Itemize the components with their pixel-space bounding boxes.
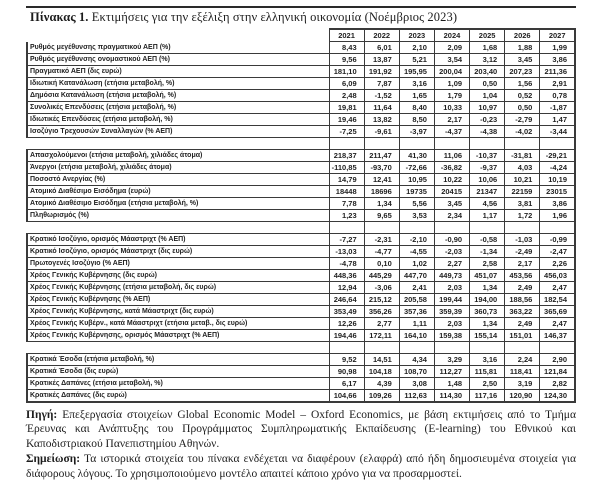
value-cell: 118,41: [505, 366, 540, 378]
value-cell: -4,78: [329, 258, 364, 270]
separator-row: [27, 222, 575, 234]
separator-row: [27, 342, 575, 354]
year-header-cell: 2027: [540, 29, 575, 42]
value-cell: 90,98: [329, 366, 364, 378]
year-header-row: [27, 29, 575, 42]
value-cell: 2,91: [540, 78, 575, 90]
table-row: [27, 378, 575, 390]
value-cell: 2,47: [540, 318, 575, 330]
value-cell: 3,86: [540, 198, 575, 210]
row-label: Κρατικό Ισοζύγιο, ορισμός Μάαστριχτ (δις ευρώ): [27, 246, 329, 258]
separator-cell: [505, 138, 540, 150]
value-cell: 1,34: [470, 282, 505, 294]
value-cell: 14,79: [329, 174, 364, 186]
value-cell: 172,11: [364, 330, 399, 342]
value-cell: -2,31: [364, 234, 399, 246]
value-cell: -1,52: [364, 90, 399, 102]
value-cell: 112,27: [434, 366, 469, 378]
separator-cell: [434, 138, 469, 150]
value-cell: 124,30: [540, 390, 575, 403]
value-cell: -2,79: [505, 114, 540, 126]
value-cell: 1,68: [470, 42, 505, 54]
value-cell: 203,40: [470, 66, 505, 78]
value-cell: 1,02: [399, 258, 434, 270]
value-cell: 3,53: [399, 210, 434, 222]
separator-cell: [399, 342, 434, 354]
value-cell: 9,56: [329, 54, 364, 66]
table-row: [27, 330, 575, 342]
value-cell: 0,52: [505, 90, 540, 102]
value-cell: 6,17: [329, 378, 364, 390]
table-row: [27, 390, 575, 403]
table-row: [27, 102, 575, 114]
value-cell: 21347: [470, 186, 505, 198]
table-row: [27, 246, 575, 258]
value-cell: 2,58: [470, 258, 505, 270]
value-cell: 6,09: [329, 78, 364, 90]
value-cell: 0,50: [505, 102, 540, 114]
separator-cell: [540, 222, 575, 234]
value-cell: 1,48: [434, 378, 469, 390]
value-cell: 3,19: [505, 378, 540, 390]
table-row: [27, 42, 575, 54]
value-cell: 353,49: [329, 306, 364, 318]
value-cell: -9,37: [470, 162, 505, 174]
value-cell: 1,99: [540, 42, 575, 54]
value-cell: 4,03: [505, 162, 540, 174]
economy-table: [26, 28, 576, 403]
row-label: Χρέος Γενικής Κυβέρνησης (ετήσια μεταβολή, δις ευρώ): [27, 282, 329, 294]
value-cell: 1,96: [540, 210, 575, 222]
value-cell: 14,51: [364, 354, 399, 366]
value-cell: 2,03: [434, 318, 469, 330]
value-cell: 9,65: [364, 210, 399, 222]
value-cell: 10,22: [434, 174, 469, 186]
table-row: [27, 126, 575, 138]
separator-row: [27, 138, 575, 150]
value-cell: 1,34: [470, 318, 505, 330]
separator-cell: [470, 138, 505, 150]
separator-cell: [470, 342, 505, 354]
value-cell: 0,78: [540, 90, 575, 102]
value-cell: 146,37: [540, 330, 575, 342]
value-cell: 4,39: [364, 378, 399, 390]
row-label: Κρατικές Δαπάνες (δις ευρώ): [27, 390, 329, 403]
table-row: [27, 306, 575, 318]
value-cell: 182,54: [540, 294, 575, 306]
value-cell: 218,37: [329, 150, 364, 162]
row-label: Χρέος Γενικής Κυβέρνησης (% ΑΕΠ): [27, 294, 329, 306]
row-label: Ατομικό Διαθέσιμο Εισόδημα (ευρώ): [27, 186, 329, 198]
value-cell: 18696: [364, 186, 399, 198]
value-cell: 11,64: [364, 102, 399, 114]
table-row: [27, 150, 575, 162]
table-row: [27, 186, 575, 198]
value-cell: -4,38: [470, 126, 505, 138]
value-cell: -1,03: [505, 234, 540, 246]
value-cell: 3,45: [505, 54, 540, 66]
value-cell: 199,44: [434, 294, 469, 306]
separator-cell: [329, 342, 364, 354]
separator-cell: [329, 138, 364, 150]
table-row: [27, 90, 575, 102]
value-cell: 7,78: [329, 198, 364, 210]
value-cell: 357,36: [399, 306, 434, 318]
value-cell: -36,82: [434, 162, 469, 174]
value-cell: -0,23: [470, 114, 505, 126]
value-cell: 19735: [399, 186, 434, 198]
value-cell: -4,77: [364, 246, 399, 258]
value-cell: -0,58: [470, 234, 505, 246]
value-cell: -10,37: [470, 150, 505, 162]
separator-cell: [540, 342, 575, 354]
row-label: Πρωτογενές Ισοζύγιο (% ΑΕΠ): [27, 258, 329, 270]
value-cell: -7,25: [329, 126, 364, 138]
value-cell: 2,34: [434, 210, 469, 222]
value-cell: 447,70: [399, 270, 434, 282]
table-row: [27, 78, 575, 90]
value-cell: 0,50: [470, 78, 505, 90]
value-cell: 18448: [329, 186, 364, 198]
value-cell: 365,69: [540, 306, 575, 318]
value-cell: 117,16: [470, 390, 505, 403]
value-cell: 3,29: [434, 354, 469, 366]
value-cell: -3,97: [399, 126, 434, 138]
value-cell: 1,56: [505, 78, 540, 90]
value-cell: 0,10: [364, 258, 399, 270]
value-cell: -4,55: [399, 246, 434, 258]
value-cell: 104,18: [364, 366, 399, 378]
row-label: Ιδιωτική Κατανάλωση (ετήσια μεταβολή, %): [27, 78, 329, 90]
value-cell: 1,72: [505, 210, 540, 222]
row-label: Κρατικά Έσοδα (δις ευρώ): [27, 366, 329, 378]
value-cell: -1,34: [470, 246, 505, 258]
table-title: [26, 6, 576, 28]
value-cell: 1,79: [434, 90, 469, 102]
row-label: Ιδιωτικές Επενδύσεις (ετήσια μεταβολή, %): [27, 114, 329, 126]
value-cell: -3,44: [540, 126, 575, 138]
row-label: Ποσοστό Ανεργίας (%): [27, 174, 329, 186]
value-cell: 1,88: [505, 42, 540, 54]
table-row: [27, 318, 575, 330]
separator-cell: [470, 222, 505, 234]
value-cell: 246,64: [329, 294, 364, 306]
value-cell: 2,49: [505, 282, 540, 294]
value-cell: 2,49: [505, 318, 540, 330]
separator-label-cell: [27, 222, 329, 234]
value-cell: 3,81: [505, 198, 540, 210]
value-cell: 108,70: [399, 366, 434, 378]
row-label: Πραγματικό ΑΕΠ (δις ευρώ): [27, 66, 329, 78]
value-cell: 181,10: [329, 66, 364, 78]
table-row: [27, 210, 575, 222]
value-cell: 359,39: [434, 306, 469, 318]
separator-cell: [540, 138, 575, 150]
source-note: [26, 408, 576, 451]
value-cell: 356,26: [364, 306, 399, 318]
row-label: Χρέος Γενικής Κυβέρνησης, ορισμός Μάαστριχτ (% ΑΕΠ): [27, 330, 329, 342]
value-cell: 363,22: [505, 306, 540, 318]
value-cell: -72,66: [399, 162, 434, 174]
value-cell: 6,01: [364, 42, 399, 54]
value-cell: 12,26: [329, 318, 364, 330]
separator-cell: [364, 342, 399, 354]
value-cell: 200,04: [434, 66, 469, 78]
value-cell: -2,10: [399, 234, 434, 246]
value-cell: 1,11: [399, 318, 434, 330]
value-cell: 445,29: [364, 270, 399, 282]
source-text: Επεξεργασία στοιχείων Global Economic Model – Oxford Economics, με βάση εκτιμήσεις από το Τμήμα Έρευνας και Ανάπτυξης του Προγράμματος Συμπληρωματικής Εκπαίδευσης (E-learning) του Εθνικού και Καποδιστριακού Πανεπιστημίου Αθηνών.: [26, 409, 576, 450]
value-cell: -0,99: [540, 234, 575, 246]
value-cell: 12,94: [329, 282, 364, 294]
value-cell: 207,23: [505, 66, 540, 78]
year-header-cell: 2021: [329, 29, 364, 42]
value-cell: 114,30: [434, 390, 469, 403]
row-label: Δημόσια Κατανάλωση (ετήσια μεταβολή, %): [27, 90, 329, 102]
separator-cell: [399, 222, 434, 234]
value-cell: -2,49: [505, 246, 540, 258]
value-cell: 2,82: [540, 378, 575, 390]
value-cell: 1,04: [470, 90, 505, 102]
value-cell: -4,37: [434, 126, 469, 138]
separator-cell: [434, 342, 469, 354]
separator-cell: [364, 138, 399, 150]
row-label: Απασχολούμενοι (ετήσια μεταβολή, χιλιάδες άτομα): [27, 150, 329, 162]
row-label: Ισοζύγιο Τρεχουσών Συναλλαγών (% ΑΕΠ): [27, 126, 329, 138]
value-cell: -29,21: [540, 150, 575, 162]
value-cell: 155,14: [470, 330, 505, 342]
value-cell: 3,16: [470, 354, 505, 366]
value-cell: 456,03: [540, 270, 575, 282]
value-cell: 453,56: [505, 270, 540, 282]
value-cell: 23015: [540, 186, 575, 198]
value-cell: 449,73: [434, 270, 469, 282]
value-cell: 151,01: [505, 330, 540, 342]
value-cell: 1,17: [470, 210, 505, 222]
value-cell: 3,08: [399, 378, 434, 390]
value-cell: 188,56: [505, 294, 540, 306]
remark-label: Σημείωση:: [26, 453, 81, 466]
value-cell: 10,97: [470, 102, 505, 114]
value-cell: 211,36: [540, 66, 575, 78]
table-row: [27, 234, 575, 246]
separator-label-cell: [27, 342, 329, 354]
value-cell: 2,03: [434, 282, 469, 294]
table-row: [27, 198, 575, 210]
row-label: Πληθωρισμός (%): [27, 210, 329, 222]
row-label: Χρέος Γενικής Κυβέρνησης, κατά Μάαστριχτ (δις ευρώ): [27, 306, 329, 318]
value-cell: 109,26: [364, 390, 399, 403]
value-cell: -31,81: [505, 150, 540, 162]
row-label: Ατομικό Διαθέσιμο Εισόδημα (ετήσια μεταβολή, %): [27, 198, 329, 210]
value-cell: -4,24: [540, 162, 575, 174]
value-cell: 5,21: [399, 54, 434, 66]
value-cell: 360,73: [470, 306, 505, 318]
value-cell: 13,87: [364, 54, 399, 66]
value-cell: 3,45: [434, 198, 469, 210]
table-row: [27, 354, 575, 366]
year-header-cell: 2023: [399, 29, 434, 42]
row-label: Κρατικά Έσοδα (ετήσια μεταβολή, %): [27, 354, 329, 366]
value-cell: 120,90: [505, 390, 540, 403]
value-cell: 451,07: [470, 270, 505, 282]
table-row: [27, 174, 575, 186]
separator-cell: [434, 222, 469, 234]
value-cell: 10,21: [505, 174, 540, 186]
value-cell: 194,00: [470, 294, 505, 306]
value-cell: -13,03: [329, 246, 364, 258]
table-row: [27, 114, 575, 126]
value-cell: -110,85: [329, 162, 364, 174]
table-row: [27, 66, 575, 78]
value-cell: 10,19: [540, 174, 575, 186]
value-cell: 112,63: [399, 390, 434, 403]
value-cell: 4,34: [399, 354, 434, 366]
value-cell: 5,56: [399, 198, 434, 210]
table-title-text: Εκτιμήσεις για την εξέλιξη στην ελληνική οικονομία (Νοέμβριος 2023): [88, 10, 458, 24]
separator-label-cell: [27, 138, 329, 150]
separator-cell: [329, 222, 364, 234]
table-row: [27, 366, 575, 378]
remark-note: [26, 452, 576, 481]
value-cell: 1,34: [364, 198, 399, 210]
separator-cell: [364, 222, 399, 234]
value-cell: 1,47: [540, 114, 575, 126]
value-cell: 448,36: [329, 270, 364, 282]
table-row: [27, 294, 575, 306]
value-cell: 2,09: [434, 42, 469, 54]
value-cell: -9,61: [364, 126, 399, 138]
separator-cell: [505, 222, 540, 234]
table-row: [27, 270, 575, 282]
value-cell: 115,81: [470, 366, 505, 378]
value-cell: 2,17: [434, 114, 469, 126]
value-cell: 2,50: [470, 378, 505, 390]
value-cell: 10,95: [399, 174, 434, 186]
value-cell: 215,12: [364, 294, 399, 306]
year-header-cell: 2024: [434, 29, 469, 42]
value-cell: 19,46: [329, 114, 364, 126]
value-cell: 11,06: [434, 150, 469, 162]
header-spacer-cell: [27, 29, 329, 42]
value-cell: 12,41: [364, 174, 399, 186]
value-cell: 164,10: [399, 330, 434, 342]
value-cell: 194,46: [329, 330, 364, 342]
value-cell: 2,26: [540, 258, 575, 270]
value-cell: 191,92: [364, 66, 399, 78]
value-cell: 2,17: [505, 258, 540, 270]
value-cell: 159,38: [434, 330, 469, 342]
value-cell: 22159: [505, 186, 540, 198]
value-cell: 205,58: [399, 294, 434, 306]
separator-cell: [505, 342, 540, 354]
separator-cell: [399, 138, 434, 150]
table-sheet: [26, 6, 576, 482]
value-cell: 9,52: [329, 354, 364, 366]
year-header-cell: 2025: [470, 29, 505, 42]
value-cell: 8,40: [399, 102, 434, 114]
value-cell: 195,95: [399, 66, 434, 78]
value-cell: 10,33: [434, 102, 469, 114]
row-label: Συνολικές Επενδύσεις (ετήσια μεταβολή, %): [27, 102, 329, 114]
value-cell: 41,30: [399, 150, 434, 162]
row-label: Ρυθμός μεγέθυνσης πραγματικού ΑΕΠ (%): [27, 42, 329, 54]
value-cell: 2,24: [505, 354, 540, 366]
row-label: Ρυθμός μεγέθυνσης ονομαστικού ΑΕΠ (%): [27, 54, 329, 66]
value-cell: -3,06: [364, 282, 399, 294]
value-cell: 104,66: [329, 390, 364, 403]
value-cell: 3,12: [470, 54, 505, 66]
value-cell: 8,43: [329, 42, 364, 54]
value-cell: 2,10: [399, 42, 434, 54]
value-cell: 10,06: [470, 174, 505, 186]
table-title-label: Πίνακας 1.: [30, 10, 89, 24]
year-header-cell: 2026: [505, 29, 540, 42]
value-cell: 20415: [434, 186, 469, 198]
value-cell: 3,86: [540, 54, 575, 66]
remark-text: Τα ιστορικά στοιχεία του πίνακα ενδέχεται να διαφέρουν (ελαφρά) από ήδη δημοσιευμένα στοιχεία για διάφορους λόγους. Το χρησιμοποιούμενο μοντέλο απαιτεί κάποιο χρόνο για να προσαρμοστεί.: [26, 453, 576, 480]
value-cell: 2,27: [434, 258, 469, 270]
table-row: [27, 162, 575, 174]
table-row: [27, 54, 575, 66]
value-cell: 7,87: [364, 78, 399, 90]
value-cell: -0,90: [434, 234, 469, 246]
year-header-cell: 2022: [364, 29, 399, 42]
value-cell: 2,41: [399, 282, 434, 294]
table-row: [27, 258, 575, 270]
row-label: Χρέος Γενικής Κυβέρνησης (δις ευρώ): [27, 270, 329, 282]
source-label: Πηγή:: [26, 409, 58, 421]
value-cell: 2,90: [540, 354, 575, 366]
value-cell: 2,77: [364, 318, 399, 330]
footnotes: [26, 408, 576, 481]
value-cell: 3,16: [399, 78, 434, 90]
row-label: Κρατικό Ισοζύγιο, ορισμός Μάαστριχτ (% ΑΕΠ): [27, 234, 329, 246]
value-cell: -2,47: [540, 246, 575, 258]
value-cell: -93,70: [364, 162, 399, 174]
value-cell: 2,47: [540, 282, 575, 294]
value-cell: -1,87: [540, 102, 575, 114]
value-cell: -4,02: [505, 126, 540, 138]
value-cell: 3,54: [434, 54, 469, 66]
value-cell: 4,56: [470, 198, 505, 210]
value-cell: -2,03: [434, 246, 469, 258]
row-label: Χρέος Γενικής Κυβέρν., κατά Μάαστριχτ (ετήσια μεταβ., δις ευρώ): [27, 318, 329, 330]
value-cell: 1,23: [329, 210, 364, 222]
value-cell: 121,84: [540, 366, 575, 378]
value-cell: 2,48: [329, 90, 364, 102]
row-label: Κρατικές Δαπάνες (ετήσια μεταβολή, %): [27, 378, 329, 390]
row-label: Άνεργοι (ετήσια μεταβολή, χιλιάδες άτομα): [27, 162, 329, 174]
value-cell: 19,81: [329, 102, 364, 114]
value-cell: 1,65: [399, 90, 434, 102]
table-row: [27, 282, 575, 294]
value-cell: 1,09: [434, 78, 469, 90]
value-cell: 8,50: [399, 114, 434, 126]
value-cell: 13,82: [364, 114, 399, 126]
value-cell: -7,27: [329, 234, 364, 246]
value-cell: 211,47: [364, 150, 399, 162]
